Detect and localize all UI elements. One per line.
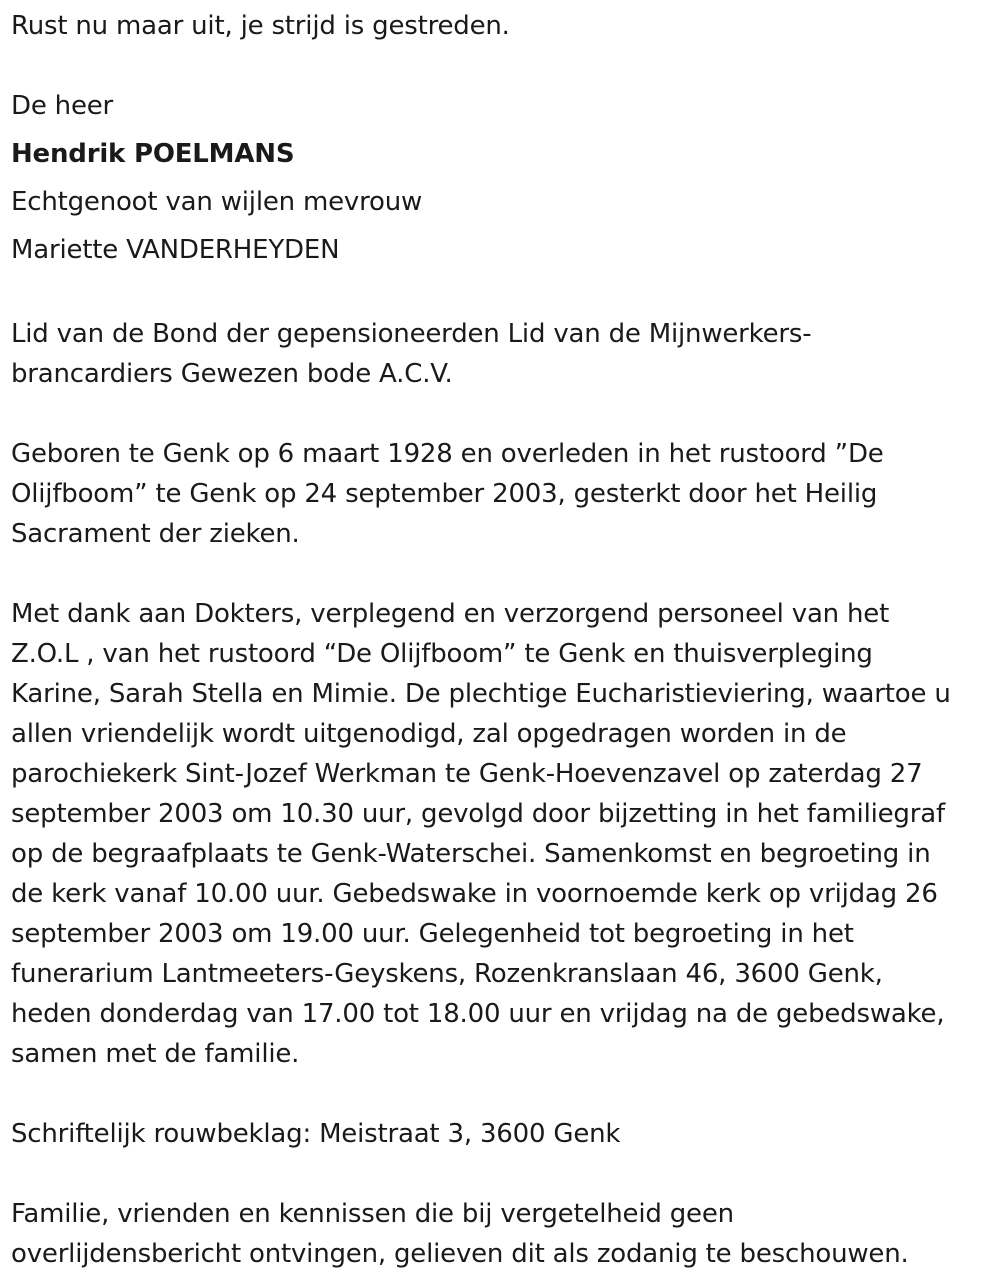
- paragraph-line: Familie, vrienden en kennissen die bij vergetelheid geen: [11, 1199, 734, 1229]
- spouse-line-1: Echtgenoot van wijlen mevrouw: [11, 187, 423, 217]
- paragraph-line: overlijdensbericht ontvingen, gelieven dit als zodanig te beschouwen.: [11, 1239, 909, 1269]
- paragraph-line: september 2003 om 19.00 uur. Gelegenheid tot begroeting in het: [11, 919, 854, 949]
- spouse-line-2: Mariette VANDERHEYDEN: [11, 235, 340, 265]
- paragraph-line: Olijfboom” te Genk op 24 september 2003, gesterkt door het Heilig: [11, 479, 878, 509]
- paragraph-line: samen met de familie.: [11, 1039, 300, 1069]
- paragraph-line: Lid van de Bond der gepensioneerden Lid van de Mijnwerkers-: [11, 319, 812, 349]
- obituary-notice: [11, 0, 991, 1274]
- paragraph-line: funerarium Lantmeeters-Geyskens, Rozenkranslaan 46, 3600 Genk,: [11, 959, 883, 989]
- paragraph-line: op de begraafplaats te Genk-Waterschei. Samenkomst en begroeting in: [11, 839, 931, 869]
- paragraph-line: Geboren te Genk op 6 maart 1928 en overleden in het rustoord ”De: [11, 439, 884, 469]
- paragraph-line: brancardiers Gewezen bode A.C.V.: [11, 359, 453, 389]
- paragraph-line: allen vriendelijk wordt uitgenodigd, zal opgedragen worden in de: [11, 719, 847, 749]
- thanks-ceremony-paragraph: [11, 594, 991, 1074]
- deceased-name: Hendrik POELMANS: [11, 139, 295, 169]
- paragraph-line: Z.O.L , van het rustoord “De Olijfboom” te Genk en thuisverpleging: [11, 639, 873, 669]
- paragraph-line: Karine, Sarah Stella en Mimie. De plechtige Eucharistieviering, waartoe u: [11, 679, 951, 709]
- salutation: De heer: [11, 91, 114, 121]
- birth-death-paragraph: [11, 434, 991, 554]
- paragraph-line: heden donderdag van 17.00 tot 18.00 uur en vrijdag na de gebedswake,: [11, 999, 945, 1029]
- paragraph-line: Sacrament der zieken.: [11, 519, 300, 549]
- opening-line: Rust nu maar uit, je strijd is gestreden.: [11, 11, 510, 41]
- paragraph-line: parochiekerk Sint-Jozef Werkman te Genk-Hoevenzavel op zaterdag 27: [11, 759, 923, 789]
- paragraph-line: de kerk vanaf 10.00 uur. Gebedswake in voornoemde kerk op vrijdag 26: [11, 879, 938, 909]
- paragraph-line: september 2003 om 10.30 uur, gevolgd door bijzetting in het familiegraf: [11, 799, 945, 829]
- paragraph-line: Met dank aan Dokters, verplegend en verzorgend personeel van het: [11, 599, 890, 629]
- condolence-address: Schriftelijk rouwbeklag: Meistraat 3, 3600 Genk: [11, 1119, 621, 1149]
- closing-paragraph: [11, 1194, 991, 1274]
- memberships-paragraph: [11, 314, 991, 394]
